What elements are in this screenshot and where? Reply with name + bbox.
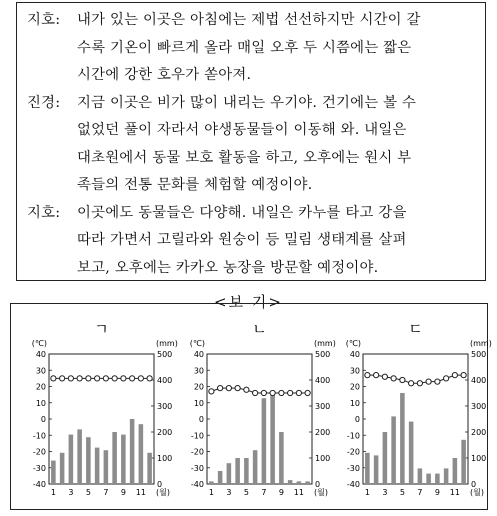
precipitation-bar (77, 429, 82, 484)
temperature-point (77, 376, 82, 381)
precipitation-bar (95, 448, 100, 484)
left-axis-tick-label: 30 (35, 366, 46, 376)
left-axis-tick-label: -30 (346, 463, 360, 473)
speaker-indent (27, 35, 77, 63)
precipitation-bar (69, 435, 74, 484)
dialog-line (27, 172, 477, 200)
left-axis-tick-label: 20 (193, 382, 204, 392)
left-axis-tick-label: -40 (32, 480, 46, 489)
left-axis-unit: (℃) (189, 339, 205, 348)
dialog-line (27, 35, 477, 63)
precipitation-bar (374, 455, 379, 484)
dialog-line (27, 62, 477, 90)
right-axis-tick-label: 400 (315, 376, 331, 385)
temperature-point (444, 376, 449, 381)
precipitation-bar (279, 432, 284, 484)
left-axis-tick-label: -20 (346, 447, 360, 457)
left-axis-tick-label: 0 (198, 415, 204, 424)
left-axis-unit: (℃) (345, 339, 361, 348)
left-axis-tick-label: -10 (32, 431, 46, 441)
x-axis-tick-label: 7 (103, 488, 109, 497)
temperature-point (261, 390, 266, 395)
x-axis-unit: (월) (470, 488, 484, 497)
dialog-text: 대초원에서 동물 보호 활동을 하고, 오후에는 원시 부 (77, 149, 412, 166)
dialog-text: 보고, 오후에는 카카오 농장을 방문할 예정이야. (77, 259, 379, 276)
temperature-point (95, 376, 100, 381)
precipitation-bar (365, 453, 370, 484)
left-axis-tick-label: 0 (40, 415, 46, 424)
left-axis-tick-label: 30 (193, 366, 204, 376)
right-axis-tick-label: 200 (157, 428, 173, 437)
x-axis-tick-label: 11 (449, 488, 460, 497)
temperature-point (365, 373, 370, 378)
precipitation-bar (218, 471, 223, 484)
left-axis-tick-label: -10 (346, 431, 360, 441)
x-axis-tick-label: 3 (226, 488, 232, 497)
x-axis-unit: (월) (156, 488, 170, 497)
right-axis-tick-label: 400 (471, 376, 487, 385)
right-axis-tick-label: 500 (315, 350, 331, 359)
temperature-point (138, 376, 143, 381)
precipitation-bar (209, 481, 214, 484)
temperature-point (226, 386, 231, 391)
dialog-line (27, 255, 477, 283)
precipitation-bar (51, 461, 56, 484)
x-axis-tick-label: 11 (135, 488, 146, 497)
left-axis-tick-label: -40 (346, 480, 360, 489)
x-axis-tick-label: 5 (243, 488, 249, 497)
temperature-point (426, 379, 431, 384)
x-axis-tick-label: 7 (417, 488, 423, 497)
temperature-point (218, 386, 223, 391)
speaker-indent (27, 117, 77, 145)
temperature-point (452, 373, 457, 378)
right-axis-unit: (mm) (470, 339, 492, 348)
temperature-point (400, 377, 405, 382)
x-axis-tick-label: 11 (293, 488, 304, 497)
dialog-text: 이곳에도 동물들은 다양해. 내일은 카누를 타고 강을 (77, 204, 407, 221)
plot-frame (207, 354, 312, 484)
precipitation-bar (400, 393, 405, 484)
speaker-indent (27, 255, 77, 283)
dialog-text: 족들의 전통 문화를 체험할 예정이야. (77, 177, 313, 193)
temperature-point (121, 376, 126, 381)
x-axis-tick-label: 3 (68, 488, 74, 497)
x-axis-tick-label: 9 (278, 488, 284, 497)
precipitation-bar (147, 453, 152, 484)
boki-box (10, 303, 492, 510)
dialog-line (27, 90, 477, 118)
left-axis-tick-label: 40 (349, 350, 360, 359)
precipitation-bar (139, 424, 144, 484)
x-axis-unit: (월) (314, 488, 328, 497)
precipitation-bar (305, 481, 310, 484)
right-axis-tick-label: 0 (315, 480, 321, 489)
temperature-point (435, 379, 440, 384)
precipitation-bar (270, 393, 275, 484)
x-axis-tick-label: 9 (434, 488, 440, 497)
temperature-point (253, 390, 258, 395)
precipitation-bar (121, 435, 126, 484)
temperature-point (147, 376, 152, 381)
temperature-point (244, 387, 249, 392)
right-axis-tick-label: 0 (471, 480, 477, 489)
precipitation-bar (391, 416, 396, 484)
left-axis-tick-label: 20 (35, 382, 46, 392)
left-axis-tick-label: 20 (349, 382, 360, 392)
speaker-name: 진경: (27, 94, 61, 111)
temperature-point (391, 376, 396, 381)
right-axis-tick-label: 100 (157, 454, 173, 463)
temperature-line (211, 388, 307, 393)
left-axis-tick-label: -40 (190, 480, 204, 489)
precipitation-bar (262, 398, 267, 484)
left-axis-tick-label: -30 (190, 463, 204, 473)
dialog-box (16, 2, 486, 281)
dialog-text: 내가 있는 이곳은 아침에는 제법 선선하지만 시간이 갈 (77, 12, 421, 28)
left-axis-tick-label: 30 (349, 366, 360, 376)
temperature-point (51, 376, 56, 381)
right-axis-tick-label: 400 (157, 376, 173, 385)
temperature-point (270, 390, 275, 395)
right-axis-unit: (mm) (314, 339, 336, 348)
right-axis-tick-label: 0 (157, 480, 163, 489)
left-axis-tick-label: -20 (190, 447, 204, 457)
right-axis-tick-label: 300 (315, 402, 331, 411)
temperature-point (288, 390, 293, 395)
right-axis-tick-label: 500 (471, 350, 487, 359)
right-axis-tick-label: 200 (471, 428, 487, 437)
temperature-point (68, 376, 73, 381)
speaker-name: 지호: (27, 12, 61, 28)
right-axis-tick-label: 500 (157, 350, 173, 359)
precipitation-bar (244, 458, 249, 484)
left-axis-tick-label: 40 (35, 350, 46, 359)
left-axis-tick-label: 10 (349, 398, 360, 408)
temperature-point (86, 376, 91, 381)
speaker-indent (27, 172, 77, 200)
precipitation-bar (288, 480, 293, 484)
temperature-point (382, 374, 387, 379)
left-axis-tick-label: -10 (190, 431, 204, 441)
right-axis-tick-label: 300 (157, 402, 173, 411)
precipitation-bar (104, 450, 109, 484)
right-axis-tick-label: 300 (471, 402, 487, 411)
left-axis-tick-label: -30 (32, 463, 46, 473)
temperature-point (374, 373, 379, 378)
precipitation-bar (112, 432, 117, 484)
speaker-indent (27, 227, 77, 255)
precipitation-bar (235, 458, 240, 484)
left-axis-tick-label: 10 (193, 398, 204, 408)
precipitation-bar (409, 422, 414, 484)
dialog-text: 없었던 풀이 자라서 야생동물들이 이동해 와. 내일은 (77, 122, 407, 138)
temperature-point (60, 376, 65, 381)
temperature-point (103, 376, 108, 381)
temperature-point (209, 389, 214, 394)
chart-panel-label: ㄱ (94, 320, 109, 338)
temperature-point (461, 373, 466, 378)
speaker-name: 지호: (27, 204, 61, 221)
precipitation-bar (86, 437, 91, 484)
temperature-point (130, 376, 135, 381)
x-axis-tick-label: 5 (85, 488, 91, 497)
climate-charts (11, 304, 492, 511)
x-axis-tick-label: 1 (208, 488, 214, 497)
precipitation-bar (444, 468, 449, 484)
x-axis-tick-label: 1 (364, 488, 370, 497)
left-axis-unit: (℃) (31, 339, 47, 348)
precipitation-bar (435, 474, 440, 484)
x-axis-tick-label: 3 (382, 488, 388, 497)
left-axis-tick-label: 0 (354, 415, 360, 424)
precipitation-bar (130, 419, 135, 484)
boki-title: <보 기> (214, 293, 283, 311)
temperature-point (296, 390, 301, 395)
right-axis-tick-label: 200 (315, 428, 331, 437)
dialog-text: 시간에 강한 호우가 쏟아져. (77, 67, 252, 83)
precipitation-bar (418, 468, 423, 484)
precipitation-bar (297, 481, 302, 484)
left-axis-tick-label: 10 (35, 398, 46, 408)
temperature-point (417, 381, 422, 386)
x-axis-tick-label: 5 (399, 488, 405, 497)
left-axis-tick-label: 40 (193, 350, 204, 359)
temperature-point (279, 390, 284, 395)
speaker-indent (27, 62, 77, 90)
temperature-point (409, 381, 414, 386)
precipitation-bar (60, 453, 65, 484)
temperature-point (305, 390, 310, 395)
right-axis-tick-label: 100 (315, 454, 331, 463)
precipitation-bar (453, 458, 458, 484)
chart-panel-label: ㄴ (252, 320, 267, 338)
precipitation-bar (461, 440, 466, 484)
dialog-line (27, 227, 477, 255)
x-axis-tick-label: 1 (50, 488, 56, 497)
x-axis-tick-label: 9 (120, 488, 126, 497)
dialog-text: 수록 기온이 빠르게 올라 매일 오후 두 시쯤에는 짧은 (77, 39, 412, 56)
plot-frame (49, 354, 154, 484)
dialog-line (27, 7, 477, 35)
speaker-indent (27, 145, 77, 173)
x-axis-tick-label: 7 (261, 488, 267, 497)
precipitation-bar (426, 474, 431, 484)
dialog-line (27, 117, 477, 145)
precipitation-bar (383, 432, 388, 484)
dialog-line (27, 145, 477, 173)
right-axis-unit: (mm) (156, 339, 178, 348)
dialog-text: 지금 이곳은 비가 많이 내리는 우기야. 건기에는 볼 수 (77, 94, 417, 111)
temperature-point (235, 386, 240, 391)
chart-panel-label: ㄷ (408, 320, 423, 338)
dialog-text: 따라 가면서 고릴라와 원숭이 등 밀림 생태계를 살펴 (77, 232, 407, 248)
temperature-point (112, 376, 117, 381)
right-axis-tick-label: 100 (471, 454, 487, 463)
precipitation-bar (227, 463, 232, 484)
precipitation-bar (253, 450, 258, 484)
left-axis-tick-label: -20 (32, 447, 46, 457)
dialog-line (27, 200, 477, 228)
